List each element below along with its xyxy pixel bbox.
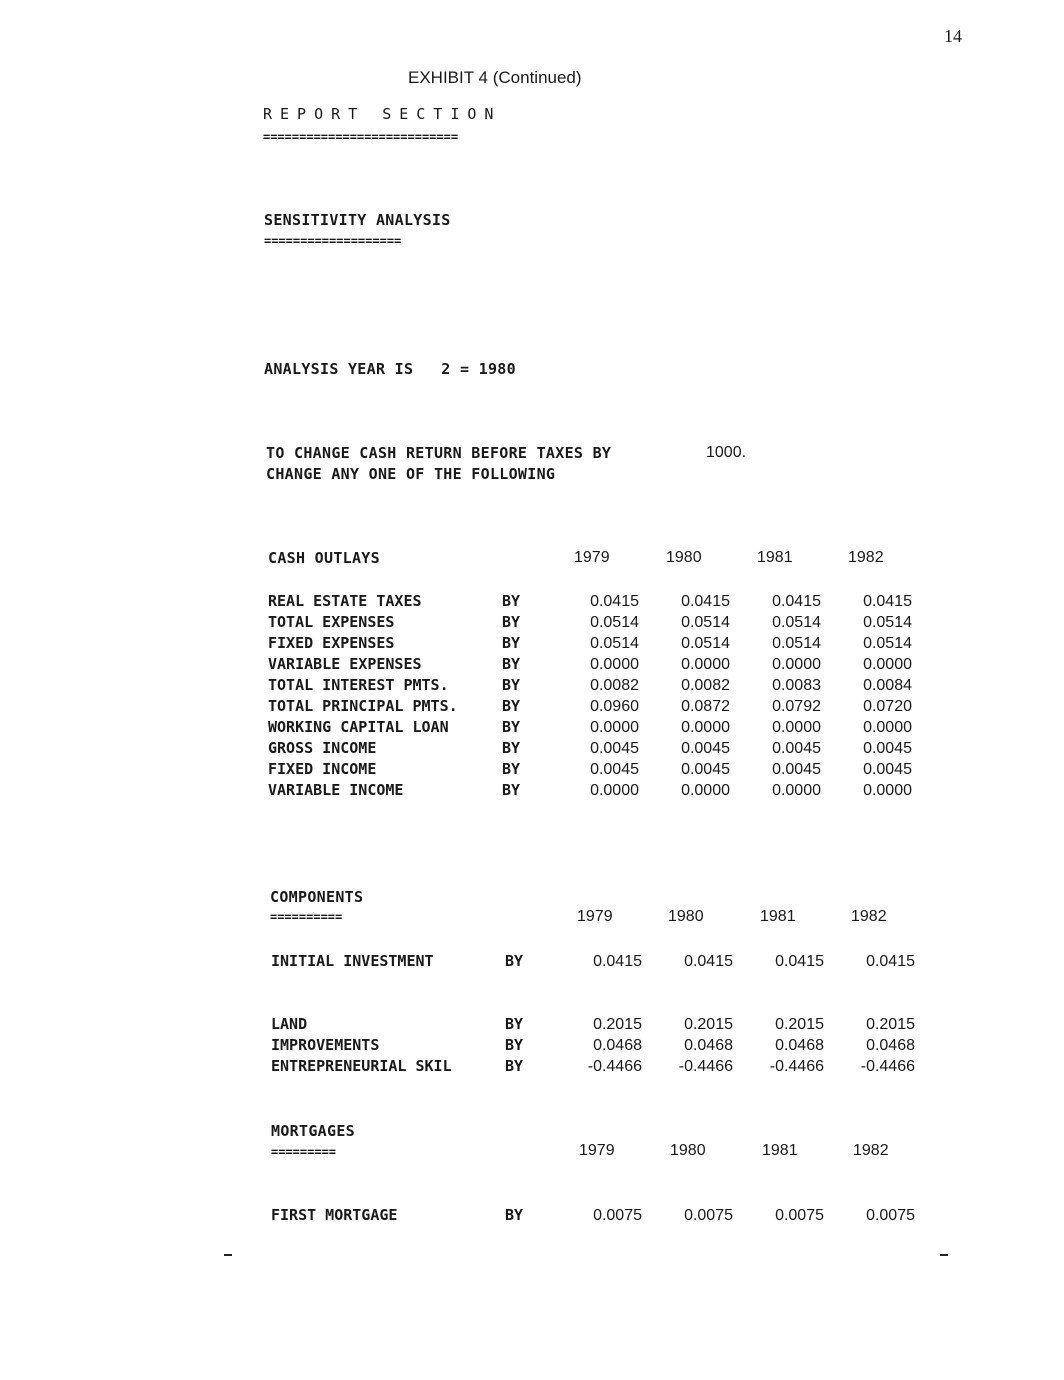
- table-row: [271, 1205, 915, 1226]
- sensitivity-heading: SENSITIVITY ANALYSIS: [264, 211, 451, 229]
- row-value: 0.0468: [775, 1037, 824, 1054]
- year-header: 1979: [579, 1142, 615, 1159]
- row-value: 0.0872: [681, 698, 730, 715]
- right-margin-mark: [940, 1254, 948, 1256]
- components-body: [271, 1014, 915, 1077]
- row-value: -0.4466: [678, 1058, 733, 1075]
- row-by: BY: [502, 760, 521, 778]
- row-by: BY: [502, 655, 521, 673]
- row-label: VARIABLE EXPENSES: [268, 655, 422, 673]
- row-label: LAND: [271, 1015, 308, 1033]
- row-value: 0.2015: [684, 1016, 733, 1033]
- row-label: TOTAL EXPENSES: [268, 613, 395, 631]
- row-value: 0.0514: [772, 635, 821, 652]
- report-section-rule: ===========================: [263, 130, 459, 144]
- row-value: 0.0415: [863, 593, 912, 610]
- row-value: 0.0468: [866, 1037, 915, 1054]
- row-by: BY: [502, 613, 521, 631]
- cash-outlays-title: CASH OUTLAYS: [268, 549, 380, 567]
- row-value: 0.0514: [590, 635, 639, 652]
- row-by: BY: [502, 739, 521, 757]
- change-line-2: CHANGE ANY ONE OF THE FOLLOWING: [266, 465, 556, 483]
- year-header: 1981: [757, 549, 793, 566]
- row-value: 0.0000: [681, 782, 730, 799]
- table-row: [268, 759, 912, 780]
- report-section-heading: REPORT SECTION: [263, 105, 502, 123]
- row-value: 0.0045: [681, 761, 730, 778]
- row-value: 0.0000: [772, 782, 821, 799]
- year-header: 1982: [853, 1142, 889, 1159]
- year-header: 1979: [577, 908, 613, 925]
- row-value: 0.0415: [681, 593, 730, 610]
- row-by: BY: [505, 1057, 524, 1075]
- year-header: 1981: [762, 1142, 798, 1159]
- table-row: [268, 717, 912, 738]
- row-value: 0.0000: [590, 719, 639, 736]
- row-label: VARIABLE INCOME: [268, 781, 404, 799]
- mortgages-table: [271, 1205, 915, 1226]
- year-header: 1979: [574, 549, 610, 566]
- row-by: BY: [502, 697, 521, 715]
- row-value: 0.0514: [681, 635, 730, 652]
- cash-outlays-body: [268, 591, 912, 801]
- row-label: TOTAL PRINCIPAL PMTS.: [268, 697, 458, 715]
- row-by: BY: [502, 592, 521, 610]
- components-table: [271, 1014, 915, 1077]
- row-value: 0.0075: [866, 1207, 915, 1224]
- row-by: BY: [505, 1036, 524, 1054]
- components-rule: ==========: [270, 910, 343, 924]
- row-value: 0.0000: [863, 782, 912, 799]
- row-label: ENTREPRENEURIAL SKIL: [271, 1057, 452, 1075]
- year-header: 1980: [670, 1142, 706, 1159]
- analysis-year: ANALYSIS YEAR IS 2 = 1980: [264, 360, 516, 378]
- exhibit-title: EXHIBIT 4 (Continued): [408, 68, 582, 87]
- row-label: WORKING CAPITAL LOAN: [268, 718, 449, 736]
- row-value: -0.4466: [587, 1058, 642, 1075]
- table-row: [268, 612, 912, 633]
- row-value: 0.0415: [590, 593, 639, 610]
- row-value: 0.0045: [590, 740, 639, 757]
- cash-outlays-table: [268, 591, 912, 801]
- row-label: FIRST MORTGAGE: [271, 1206, 398, 1224]
- change-amount: 1000.: [706, 444, 747, 461]
- row-value: 0.0792: [772, 698, 821, 715]
- mortgages-rule: =========: [271, 1145, 337, 1159]
- table-row: [268, 654, 912, 675]
- table-row: [271, 1056, 915, 1077]
- row-value: 0.0000: [863, 719, 912, 736]
- row-value: -0.4466: [860, 1058, 915, 1075]
- table-row: [268, 738, 912, 759]
- row-value: -0.4466: [769, 1058, 824, 1075]
- row-value: 0.0082: [681, 677, 730, 694]
- row-value: 0.0000: [681, 656, 730, 673]
- row-by: BY: [505, 1206, 524, 1224]
- row-value: 0.0468: [593, 1037, 642, 1054]
- initial-investment-body: [271, 951, 915, 972]
- row-value: 0.0514: [590, 614, 639, 631]
- row-value: 0.0045: [590, 761, 639, 778]
- row-value: 0.0000: [590, 782, 639, 799]
- row-value: 0.0514: [681, 614, 730, 631]
- left-margin-mark: [224, 1254, 232, 1256]
- row-value: 0.0083: [772, 677, 821, 694]
- row-value: 0.0000: [772, 719, 821, 736]
- table-row: [268, 780, 912, 801]
- row-value: 0.0000: [590, 656, 639, 673]
- row-value: 0.0045: [863, 740, 912, 757]
- row-value: 0.2015: [866, 1016, 915, 1033]
- year-header: 1982: [848, 549, 884, 566]
- row-value: 0.0075: [684, 1207, 733, 1224]
- row-label: INITIAL INVESTMENT: [271, 952, 434, 970]
- row-value: 0.0045: [772, 740, 821, 757]
- row-value: 0.0720: [863, 698, 912, 715]
- change-line-1: TO CHANGE CASH RETURN BEFORE TAXES BY: [266, 444, 612, 462]
- row-by: BY: [502, 781, 521, 799]
- components-title: COMPONENTS: [270, 888, 364, 906]
- row-value: 0.0514: [863, 614, 912, 631]
- row-label: FIXED EXPENSES: [268, 634, 395, 652]
- row-value: 0.0000: [772, 656, 821, 673]
- row-label: TOTAL INTEREST PMTS.: [268, 676, 449, 694]
- row-value: 0.0514: [863, 635, 912, 652]
- row-by: BY: [505, 1015, 524, 1033]
- table-row: [268, 591, 912, 612]
- table-row: [271, 1014, 915, 1035]
- row-value: 0.0960: [590, 698, 639, 715]
- row-value: 0.0045: [863, 761, 912, 778]
- row-value: 0.0415: [775, 953, 824, 970]
- row-label: REAL ESTATE TAXES: [268, 592, 422, 610]
- row-by: BY: [505, 952, 524, 970]
- year-header: 1982: [851, 908, 887, 925]
- year-header: 1980: [666, 549, 702, 566]
- year-header: 1980: [668, 908, 704, 925]
- row-value: 0.0084: [863, 677, 912, 694]
- row-label: FIXED INCOME: [268, 760, 377, 778]
- mortgages-body: [271, 1205, 915, 1226]
- sensitivity-rule: ===================: [264, 234, 402, 248]
- table-row: [268, 633, 912, 654]
- row-label: IMPROVEMENTS: [271, 1036, 380, 1054]
- row-value: 0.0082: [590, 677, 639, 694]
- row-value: 0.0514: [772, 614, 821, 631]
- row-label: GROSS INCOME: [268, 739, 377, 757]
- row-value: 0.0415: [684, 953, 733, 970]
- row-by: BY: [502, 718, 521, 736]
- row-value: 0.0000: [681, 719, 730, 736]
- year-header: 1981: [760, 908, 796, 925]
- row-value: 0.0415: [772, 593, 821, 610]
- table-row: [268, 696, 912, 717]
- row-by: BY: [502, 634, 521, 652]
- row-value: 0.0415: [866, 953, 915, 970]
- row-value: 0.0075: [593, 1207, 642, 1224]
- row-value: 0.0415: [593, 953, 642, 970]
- row-value: 0.2015: [593, 1016, 642, 1033]
- page-number: 14: [944, 26, 962, 46]
- row-value: 0.0468: [684, 1037, 733, 1054]
- mortgages-title: MORTGAGES: [271, 1122, 355, 1140]
- table-row: [271, 951, 915, 972]
- row-value: 0.0045: [772, 761, 821, 778]
- table-row: [268, 675, 912, 696]
- row-value: 0.0000: [863, 656, 912, 673]
- row-by: BY: [502, 676, 521, 694]
- row-value: 0.2015: [775, 1016, 824, 1033]
- table-row: [271, 1035, 915, 1056]
- row-value: 0.0075: [775, 1207, 824, 1224]
- initial-investment-table: [271, 951, 915, 972]
- row-value: 0.0045: [681, 740, 730, 757]
